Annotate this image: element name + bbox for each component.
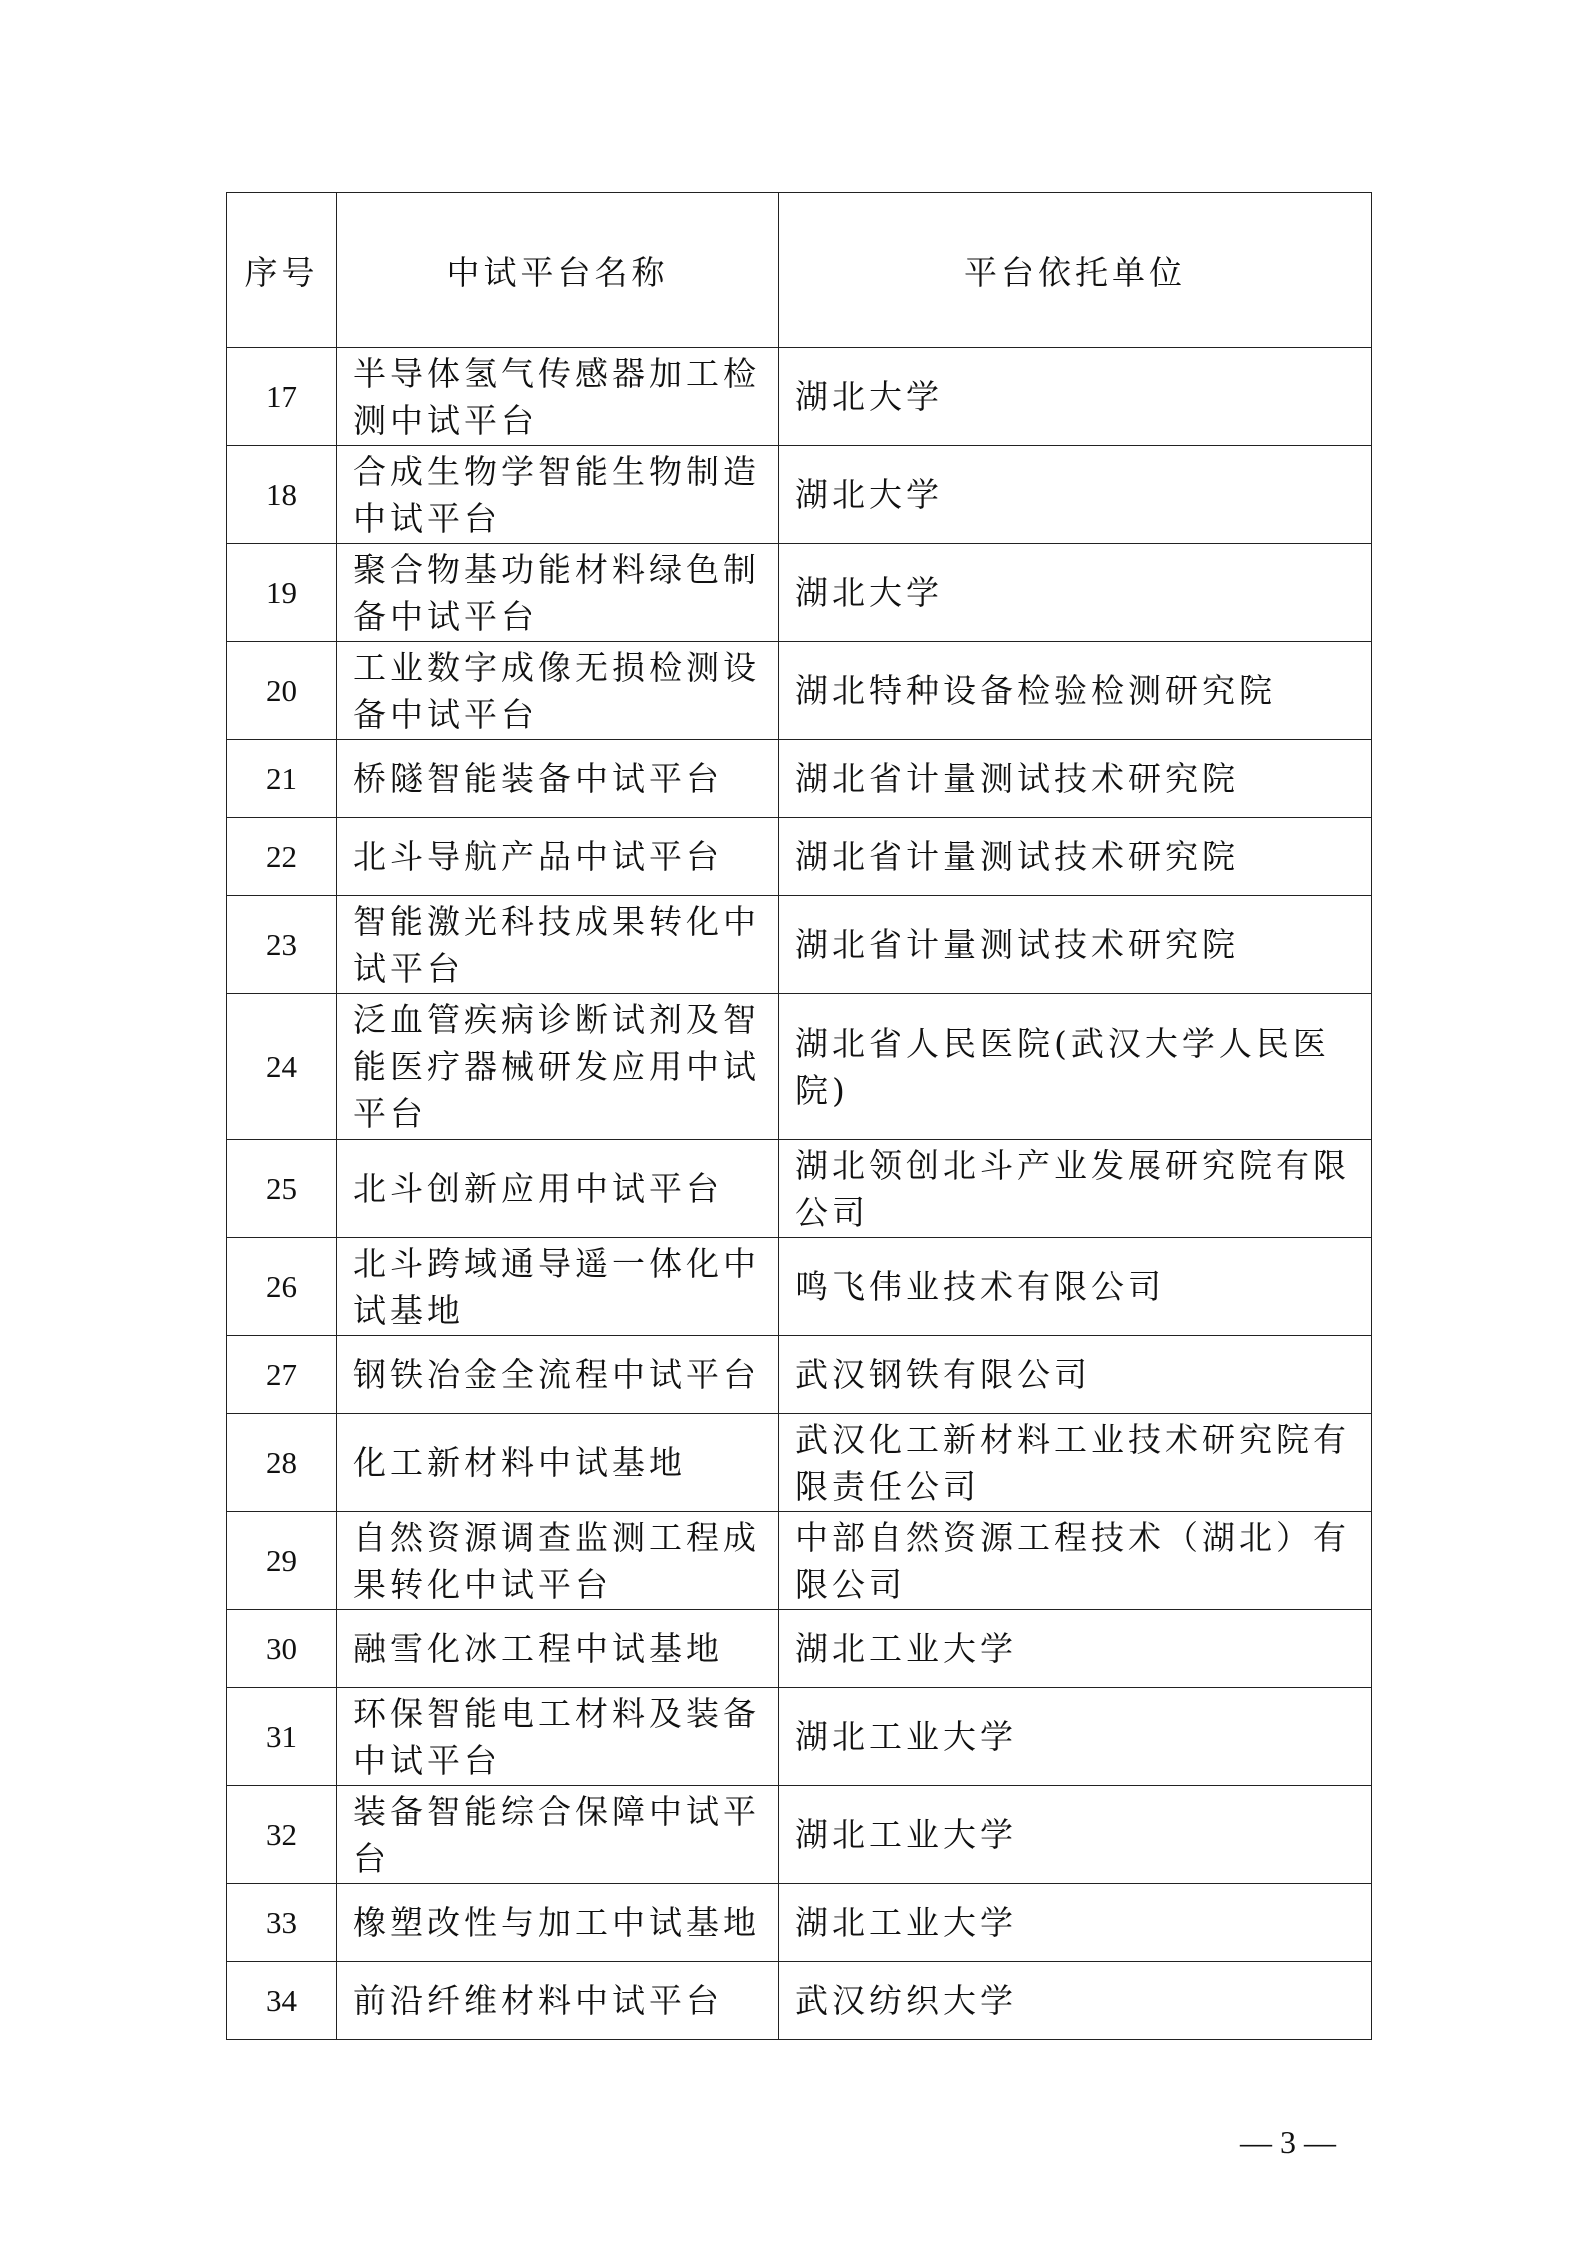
table-row [227, 1414, 1372, 1512]
row-number: 19 [227, 544, 337, 642]
host-unit: 湖北工业大学 [779, 1688, 1372, 1786]
row-number: 28 [227, 1414, 337, 1512]
table-row [227, 1962, 1372, 2040]
table-row [227, 1336, 1372, 1414]
host-unit: 湖北特种设备检验检测研究院 [779, 642, 1372, 740]
platform-name: 聚合物基功能材料绿色制备中试平台 [337, 544, 779, 642]
host-unit: 武汉化工新材料工业技术研究院有限责任公司 [779, 1414, 1372, 1512]
row-number: 18 [227, 446, 337, 544]
table-row [227, 1140, 1372, 1238]
table-row [227, 1688, 1372, 1786]
host-unit: 湖北大学 [779, 544, 1372, 642]
table-row [227, 818, 1372, 896]
row-number: 25 [227, 1140, 337, 1238]
platform-name: 北斗导航产品中试平台 [337, 818, 779, 896]
table-row [227, 1238, 1372, 1336]
host-unit: 湖北省计量测试技术研究院 [779, 818, 1372, 896]
row-number: 31 [227, 1688, 337, 1786]
header-row [227, 193, 1372, 348]
host-unit: 中部自然资源工程技术（湖北）有限公司 [779, 1512, 1372, 1610]
platform-name: 钢铁冶金全流程中试平台 [337, 1336, 779, 1414]
host-unit: 湖北大学 [779, 446, 1372, 544]
table-row [227, 446, 1372, 544]
platform-name: 北斗跨域通导遥一体化中试基地 [337, 1238, 779, 1336]
table-body [227, 348, 1372, 2040]
table-header [227, 193, 1372, 348]
platform-name: 智能激光科技成果转化中试平台 [337, 896, 779, 994]
platform-name: 桥隧智能装备中试平台 [337, 740, 779, 818]
table-row [227, 896, 1372, 994]
table-row [227, 544, 1372, 642]
table-row [227, 642, 1372, 740]
table-row [227, 1786, 1372, 1884]
platform-name: 北斗创新应用中试平台 [337, 1140, 779, 1238]
host-unit: 武汉钢铁有限公司 [779, 1336, 1372, 1414]
platform-name: 工业数字成像无损检测设备中试平台 [337, 642, 779, 740]
platform-name: 融雪化冰工程中试基地 [337, 1610, 779, 1688]
header-number: 序号 [227, 193, 337, 348]
table-row [227, 1512, 1372, 1610]
host-unit: 湖北省计量测试技术研究院 [779, 740, 1372, 818]
page-number: — 3 — [1240, 2124, 1336, 2160]
row-number: 30 [227, 1610, 337, 1688]
host-unit: 湖北工业大学 [779, 1884, 1372, 1962]
row-number: 24 [227, 994, 337, 1140]
row-number: 22 [227, 818, 337, 896]
host-unit: 湖北工业大学 [779, 1610, 1372, 1688]
table-row [227, 348, 1372, 446]
host-unit: 湖北省人民医院(武汉大学人民医院) [779, 994, 1372, 1140]
platform-name: 装备智能综合保障中试平台 [337, 1786, 779, 1884]
row-number: 23 [227, 896, 337, 994]
header-platform-name: 中试平台名称 [337, 193, 779, 348]
table-row [227, 1884, 1372, 1962]
platform-table [226, 192, 1372, 2040]
platform-name: 环保智能电工材料及装备中试平台 [337, 1688, 779, 1786]
row-number: 20 [227, 642, 337, 740]
table-row [227, 740, 1372, 818]
platform-name: 合成生物学智能生物制造中试平台 [337, 446, 779, 544]
host-unit: 湖北领创北斗产业发展研究院有限公司 [779, 1140, 1372, 1238]
row-number: 32 [227, 1786, 337, 1884]
platform-name: 橡塑改性与加工中试基地 [337, 1884, 779, 1962]
table-row [227, 994, 1372, 1140]
host-unit: 湖北工业大学 [779, 1786, 1372, 1884]
row-number: 27 [227, 1336, 337, 1414]
platform-name: 自然资源调查监测工程成果转化中试平台 [337, 1512, 779, 1610]
row-number: 17 [227, 348, 337, 446]
host-unit: 湖北省计量测试技术研究院 [779, 896, 1372, 994]
platform-name: 泛血管疾病诊断试剂及智能医疗器械研发应用中试平台 [337, 994, 779, 1140]
platform-name: 前沿纤维材料中试平台 [337, 1962, 779, 2040]
host-unit: 湖北大学 [779, 348, 1372, 446]
row-number: 29 [227, 1512, 337, 1610]
header-host-unit: 平台依托单位 [779, 193, 1372, 348]
platform-name: 半导体氢气传感器加工检测中试平台 [337, 348, 779, 446]
row-number: 34 [227, 1962, 337, 2040]
host-unit: 武汉纺织大学 [779, 1962, 1372, 2040]
table-row [227, 1610, 1372, 1688]
host-unit: 鸣飞伟业技术有限公司 [779, 1238, 1372, 1336]
row-number: 21 [227, 740, 337, 818]
row-number: 33 [227, 1884, 337, 1962]
row-number: 26 [227, 1238, 337, 1336]
platform-name: 化工新材料中试基地 [337, 1414, 779, 1512]
